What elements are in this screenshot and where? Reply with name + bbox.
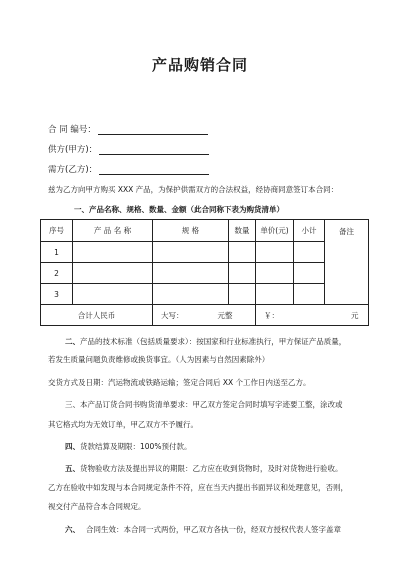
clause-6-text: 合同生效：本合同一式两份，甲乙双方各执一份，经双方授权代表人签字盖章 (86, 525, 341, 534)
yuan-label: 元 (351, 310, 359, 320)
daxie-label: 大写： (161, 310, 184, 320)
header-cell: 规 格 (153, 220, 229, 242)
cell-unit-price[interactable] (256, 284, 294, 305)
row-number: 2 (41, 263, 73, 284)
cell-spec[interactable] (153, 284, 229, 305)
clause-2-number: 二、 (65, 337, 80, 346)
clause-4 (65, 441, 191, 452)
cell-spec[interactable] (153, 263, 229, 284)
cell-subtotal[interactable] (294, 284, 325, 305)
row-number: 3 (41, 284, 73, 305)
clause-4-text: 货款结算及期限：100%预付款。 (80, 442, 192, 451)
contract-number-field (48, 123, 208, 135)
section-1-heading: 一、产品名称、规格、数量、金额（此合同称下表为购货清单） (74, 205, 284, 214)
purchase-list-table (40, 219, 369, 326)
cell-quantity[interactable] (229, 263, 256, 284)
clause-5-line-1 (65, 463, 343, 474)
cell-spec[interactable] (153, 242, 229, 263)
cell-subtotal[interactable] (294, 242, 325, 263)
header-cell: 数量 (229, 220, 256, 242)
clause-4-number: 四、 (65, 442, 80, 451)
total-amount-figures[interactable] (256, 305, 369, 326)
table-row (41, 263, 369, 284)
cell-unit-price[interactable] (256, 242, 294, 263)
total-label: 合计人民币 (41, 305, 153, 326)
table-total-row (41, 305, 369, 326)
header-cell-remarks: 备注 (325, 220, 369, 305)
clause-2-text: 产品的技术标准（包括质量要求）：按国家和行业标准执行，甲方保证产品质量， (80, 337, 347, 346)
document-title: 产品购销合同 (151, 56, 248, 74)
yen-label: ￥： (264, 310, 279, 320)
clause-5-line-2: 乙方在验收中如发现与本合同规定条件不符，应在当天内提出书面异议和处理意见，否则， (48, 483, 348, 492)
cell-subtotal[interactable] (294, 263, 325, 284)
delivery-clause: 交货方式及日期：汽运物流或铁路运输；签定合同后 XX 个工作日内送至乙方。 (48, 378, 311, 387)
row-number: 1 (41, 242, 73, 263)
intro-text: 兹为乙方向甲方购买 XXX 产品，为保护供需双方的合法权益，经协商同意签订本合同： (48, 185, 339, 194)
header-cell: 序号 (41, 220, 73, 242)
clause-3-line-2: 其它格式均为无效订单，甲乙双方不予履行。 (48, 420, 198, 429)
clause-5-text: 货物验收方法及提出异议的期限：乙方应在收到货物时，及时对货物进行验收。 (80, 464, 343, 473)
header-cell: 产 品 名 称 (73, 220, 153, 242)
cell-quantity[interactable] (229, 242, 256, 263)
table-row (41, 284, 369, 305)
yuanzheng-label: 元整 (217, 310, 233, 320)
clause-6-number: 六、 (65, 525, 80, 534)
table-header-row (41, 220, 369, 242)
clause-6 (65, 524, 341, 535)
contract-number-blank[interactable] (98, 125, 208, 135)
total-amount-words[interactable] (153, 305, 256, 326)
cell-product-name[interactable] (73, 284, 153, 305)
supplier-label: 供方(甲方)： (48, 145, 98, 155)
table-row (41, 242, 369, 263)
clause-5-line-3: 视交付产品符合本合同规定。 (48, 502, 146, 511)
cell-unit-price[interactable] (256, 263, 294, 284)
cell-product-name[interactable] (73, 242, 153, 263)
supplier-blank[interactable] (99, 145, 209, 155)
header-cell: 小计 (294, 220, 325, 242)
header-cell: 单价(元) (256, 220, 294, 242)
clause-2-line-2: 若发生质量问题负责维修或换货事宜。（人为因素与自然因素除外） (48, 355, 270, 364)
contract-number-label: 合 同 编号： (48, 125, 96, 135)
buyer-blank[interactable] (99, 165, 209, 175)
buyer-field (48, 163, 209, 175)
clause-5-number: 五、 (65, 464, 80, 473)
cell-product-name[interactable] (73, 263, 153, 284)
clause-3-line-1: 三、本产品订货合同书购货清单要求：甲乙双方签定合同时填写字迹要工整，涂改或 (65, 400, 343, 409)
supplier-field (48, 143, 209, 155)
clause-2-line-1 (65, 336, 346, 347)
buyer-label: 需方(乙方)： (48, 165, 98, 175)
cell-quantity[interactable] (229, 284, 256, 305)
